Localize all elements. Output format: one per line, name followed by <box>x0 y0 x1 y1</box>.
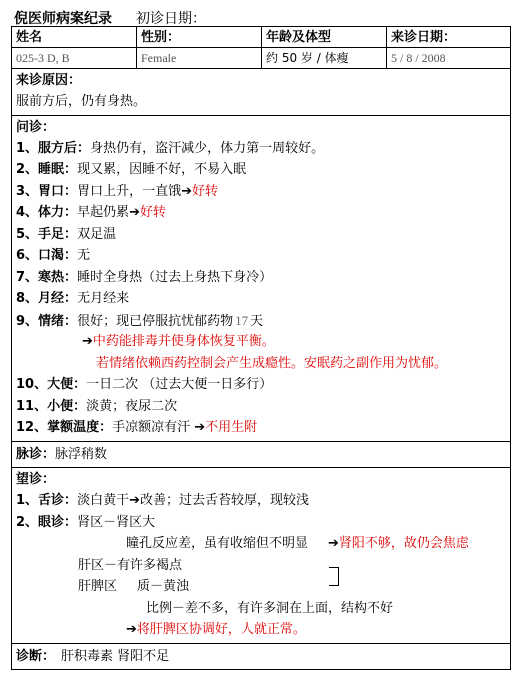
inquiry-item-text: 睡时全身热（过去上身热下身冷） <box>77 269 273 285</box>
inquiry-item-label: 寒热： <box>38 269 78 285</box>
inquiry-item: 8、月经：无月经来 <box>16 291 130 306</box>
inquiry-title: 问诊： <box>16 119 56 135</box>
date-value: 5 / 8 / 2008 <box>387 48 510 69</box>
emotion-note-1: ➔中药能排毒并使身体恢复平衡。 <box>82 334 275 349</box>
reason-section <box>12 69 510 116</box>
liverspleen-line: 肝脾区 质－黄浊 <box>78 579 190 594</box>
diagnosis-section <box>12 644 510 670</box>
inquiry-item-label: 月经： <box>38 291 78 306</box>
inquiry-item-text: 身热仍有，盗汗减少，体力第一周较好。 <box>90 140 325 156</box>
inquiry-item-text: 胃口上升，一直饿 <box>77 183 182 199</box>
sex-value: Female <box>137 48 262 69</box>
pulse-text: 脉浮稍数 <box>55 446 108 462</box>
reason-title: 来诊原因： <box>16 73 82 88</box>
name-value: 025-3 D, B <box>12 48 137 69</box>
liver-line: 肝区－有许多褐点 <box>78 557 183 573</box>
inquiry-item-label: 大便： <box>47 377 87 392</box>
pulse-section <box>12 442 510 469</box>
inquiry-item-text: 早起仍累 <box>77 205 130 220</box>
diagnosis-title: 诊断： <box>16 648 56 664</box>
inquiry-item: 11、小便：淡黄；夜尿二次 <box>16 398 178 414</box>
inquiry-item-text: 很好；现已停服抗忧郁药物 <box>77 313 234 329</box>
inquiry-item-label: 口渴： <box>38 248 78 263</box>
inquiry-section <box>12 116 510 442</box>
inquiry-item: 10、大便：一日二次 （过去大便一日多行） <box>16 377 273 392</box>
tongue-line: 1、舌诊：淡白黄干➔改善；过去舌苔较厚，现较浅 <box>16 493 309 508</box>
inquiry-item-note: 好转 <box>139 205 166 220</box>
right-arrow-icon: ➔ <box>129 493 140 508</box>
inquiry-item-text: 一日二次 （过去大便一日多行） <box>86 377 273 392</box>
bracket-mark <box>329 567 339 586</box>
right-arrow-icon: ➔ <box>129 205 140 220</box>
age-header: 年龄及体型 <box>262 27 387 48</box>
inquiry-item: 12、掌额温度：手凉额凉有汗 ➔不用生附 <box>16 420 258 435</box>
inquiry-item: 3、胃口：胃口上升，一直饿➔好转 <box>16 183 218 199</box>
diagnosis-line <box>16 646 506 668</box>
inquiry-item: 9、情绪：很好；现已停服抗忧郁药物 17 天 <box>16 312 264 329</box>
tongue-label: 舌诊： <box>38 493 78 508</box>
record-title: 倪医师病案纪录 <box>14 11 112 27</box>
reason-text: 服前方后，仍有身热。 <box>16 94 147 109</box>
pulse-title: 脉诊： <box>16 446 56 462</box>
inquiry-item: 2、睡眠：现又累，因睡不好，不易入眠 <box>16 162 247 177</box>
inquiry-item: 1、服方后：身热仍有，盗汗减少，体力第一周较好。 <box>16 140 325 156</box>
inquiry-item-note: 好转 <box>191 183 218 199</box>
inquiry-item-text: 手凉额凉有汗 <box>112 420 195 435</box>
right-arrow-icon: ➔ <box>181 183 192 199</box>
right-arrow-icon: ➔ <box>82 334 93 349</box>
inquiry-item-label: 掌额温度： <box>47 420 113 435</box>
inquiry-item: 6、口渴：无 <box>16 248 91 263</box>
pupil-line: 瞳孔反应差，虽有收缩但不明显 ➔肾阳不够，故仍会焦虑 <box>126 536 469 551</box>
conclusion-line: ➔将肝脾区协调好，人就正常。 <box>126 622 306 637</box>
inquiry-item-label: 手足： <box>38 226 78 242</box>
observation-section <box>12 468 510 644</box>
inquiry-item: 7、寒热：睡时全身热（过去上身热下身冷） <box>16 269 273 285</box>
info-table <box>12 27 510 69</box>
inquiry-item-note: 不用生附 <box>205 420 258 435</box>
inquiry-item-text: 双足温 <box>77 226 117 242</box>
date-header: 来诊日期： <box>387 27 510 48</box>
first-visit-label: 初诊日期： <box>136 11 206 27</box>
right-arrow-icon: ➔ <box>328 536 339 551</box>
pulse-line <box>16 444 506 466</box>
inquiry-item-label: 小便： <box>47 398 87 414</box>
inquiry-item: 4、体力：早起仍累➔好转 <box>16 205 166 220</box>
age-value: 约 50 岁 / 体瘦 <box>262 48 387 69</box>
eye-label: 眼诊： <box>38 514 78 530</box>
ratio-line: 比例－差不多，有许多洞在上面，结构不好 <box>146 600 394 616</box>
inquiry-item: 5、手足：双足温 <box>16 226 117 242</box>
observation-title: 望诊： <box>16 472 56 487</box>
sex-header: 性别： <box>137 27 262 48</box>
page-title <box>14 8 206 28</box>
name-header: 姓名 <box>12 27 137 48</box>
emotion-note-2: 若情绪依赖西药控制会产生成瘾性。安眠药之副作用为忧郁。 <box>96 355 448 371</box>
inquiry-item-label: 体力： <box>38 205 78 220</box>
right-arrow-icon: ➔ <box>194 420 206 435</box>
diagnosis-text: 肝积毒素 肾阳不足 <box>61 648 170 664</box>
inquiry-item-text: 淡黄；夜尿二次 <box>86 398 178 414</box>
inquiry-item-text: 无 <box>77 248 91 263</box>
inquiry-item-text: 无月经来 <box>77 291 130 306</box>
inquiry-item-label: 服方后： <box>38 140 91 156</box>
record-sheet <box>11 26 511 670</box>
inquiry-item-label: 情绪： <box>38 313 78 329</box>
right-arrow-icon: ➔ <box>126 622 137 637</box>
inquiry-item-label: 睡眠： <box>38 162 78 177</box>
eye-line: 2、眼诊：肾区－肾区大 <box>16 514 156 530</box>
inquiry-item-label: 胃口： <box>38 183 78 199</box>
inquiry-item-text: 现又累，因睡不好，不易入眠 <box>77 162 247 177</box>
